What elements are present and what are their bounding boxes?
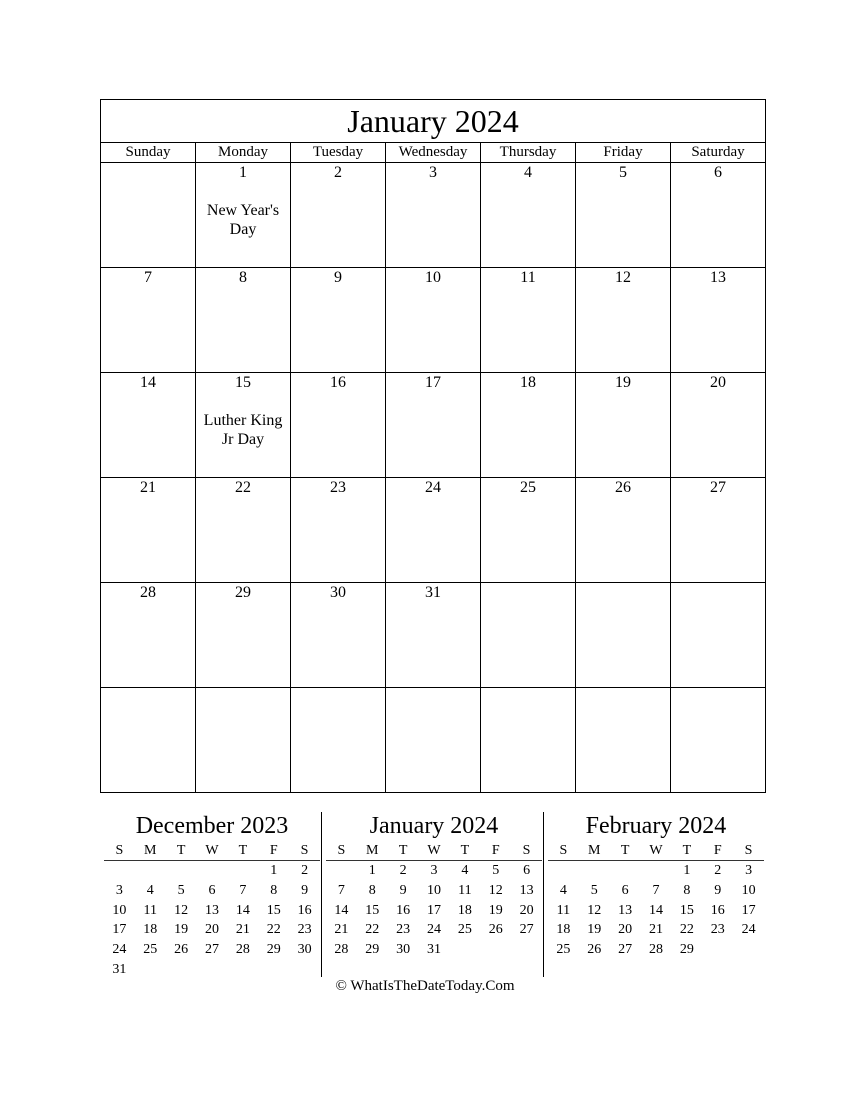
day-number: 21 [140, 479, 156, 496]
mini-weekday-label: F [713, 843, 722, 858]
mini-day: 7 [652, 882, 660, 898]
day-number: 15 [235, 374, 251, 391]
day-cell [196, 373, 291, 478]
day-cell [576, 163, 671, 268]
mini-day: 18 [556, 922, 571, 938]
mini-day [104, 861, 135, 881]
mini-day: 4 [146, 882, 154, 898]
mini-calendar-days [104, 861, 320, 980]
divider [543, 812, 544, 977]
day-number: 19 [615, 374, 631, 391]
mini-day: 12 [587, 902, 602, 918]
day-number: 26 [615, 479, 631, 496]
mini-day: 5 [177, 882, 185, 898]
mini-day: 14 [334, 902, 349, 918]
mini-day: 22 [266, 922, 281, 938]
day-cell [291, 163, 386, 268]
mini-weekday-label: S [744, 843, 753, 858]
mini-calendar-days [326, 861, 542, 960]
mini-day: 3 [745, 863, 753, 878]
day-cell [481, 688, 576, 793]
mini-day: 11 [458, 882, 472, 898]
day-number: 20 [710, 374, 726, 391]
mini-day: 17 [426, 902, 441, 918]
mini-weekday-label: F [269, 843, 278, 858]
mini-day: 12 [174, 902, 189, 918]
mini-day [166, 861, 197, 881]
holiday-label: New Year's Day [206, 202, 280, 238]
calendar-title: January 2024 [101, 100, 766, 143]
mini-day: 7 [337, 882, 345, 898]
day-cell [576, 583, 671, 688]
mini-day: 2 [399, 863, 407, 878]
mini-weekday-label: S [115, 843, 124, 858]
day-cell [481, 268, 576, 373]
mini-weekday-label: T [460, 843, 470, 858]
day-number: 7 [144, 269, 152, 286]
week-row [101, 163, 766, 268]
day-cell [671, 163, 766, 268]
mini-weekday-label: S [300, 843, 309, 858]
mini-day: 23 [710, 922, 725, 938]
mini-calendar-december-2023 [104, 812, 320, 980]
mini-day: 19 [174, 922, 189, 938]
mini-day: 27 [204, 942, 219, 958]
day-cell [196, 268, 291, 373]
week-row [101, 688, 766, 793]
mini-day: 6 [621, 882, 629, 898]
week-row [101, 583, 766, 688]
mini-day: 27 [618, 942, 633, 958]
mini-day: 28 [648, 942, 663, 958]
mini-day [733, 940, 764, 960]
day-number: 11 [520, 269, 536, 286]
mini-day [449, 940, 480, 960]
mini-day: 5 [492, 863, 500, 878]
mini-day [227, 861, 258, 881]
mini-day: 1 [683, 863, 691, 878]
mini-day: 19 [488, 902, 503, 918]
mini-day: 7 [239, 882, 247, 898]
mini-day: 15 [679, 902, 694, 918]
mini-weekday-label: T [620, 843, 630, 858]
day-number: 30 [330, 584, 346, 601]
mini-weekday-label: T [238, 843, 248, 858]
day-number: 6 [714, 164, 722, 181]
mini-day: 29 [266, 942, 281, 958]
mini-weekday-label: W [205, 843, 219, 858]
day-cell [576, 268, 671, 373]
mini-day: 28 [334, 942, 349, 958]
mini-day: 24 [741, 922, 756, 938]
mini-day: 9 [301, 882, 309, 898]
day-cell [196, 163, 291, 268]
day-cell [386, 478, 481, 583]
day-cell [291, 583, 386, 688]
mini-day: 3 [430, 863, 438, 878]
day-number: 31 [425, 584, 441, 601]
month-calendar [100, 99, 766, 793]
day-number: 9 [334, 269, 342, 286]
day-number: 29 [235, 584, 251, 601]
day-cell [101, 478, 196, 583]
mini-day [511, 940, 542, 960]
mini-day [641, 861, 672, 881]
day-number: 10 [425, 269, 441, 286]
mini-day: 28 [235, 942, 250, 958]
mini-day: 17 [741, 902, 756, 918]
day-number: 22 [235, 479, 251, 496]
mini-calendar-title: January 2024 [369, 813, 499, 839]
day-number: 27 [710, 479, 726, 496]
mini-day: 1 [270, 863, 278, 878]
day-cell [291, 478, 386, 583]
mini-day [610, 861, 641, 881]
day-number: 1 [239, 164, 247, 181]
mini-day: 26 [488, 922, 503, 938]
mini-weekday-label: T [398, 843, 408, 858]
weekday-label: Saturday [671, 143, 766, 163]
mini-day: 18 [457, 902, 472, 918]
mini-day: 1 [368, 863, 376, 878]
mini-day [135, 861, 166, 881]
mini-day: 4 [559, 882, 567, 898]
day-number: 23 [330, 479, 346, 496]
mini-day: 25 [457, 922, 472, 938]
day-cell [671, 478, 766, 583]
mini-day: 4 [461, 863, 469, 878]
mini-day: 8 [683, 882, 691, 898]
mini-weekday-label: W [427, 843, 441, 858]
mini-day [548, 861, 579, 881]
day-cell [196, 688, 291, 793]
mini-day: 10 [741, 882, 756, 898]
mini-day: 23 [297, 922, 312, 938]
day-cell [386, 583, 481, 688]
day-cell [101, 268, 196, 373]
mini-day: 23 [396, 922, 411, 938]
day-cell [671, 583, 766, 688]
mini-day: 16 [297, 902, 312, 918]
day-cell [101, 583, 196, 688]
mini-day: 30 [396, 942, 411, 958]
mini-day [326, 861, 357, 881]
mini-day: 5 [590, 882, 598, 898]
day-cell [101, 373, 196, 478]
mini-day: 26 [174, 942, 189, 958]
day-number: 5 [619, 164, 627, 181]
day-number: 3 [429, 164, 437, 181]
mini-day: 29 [679, 942, 694, 958]
day-number: 25 [520, 479, 536, 496]
day-number: 8 [239, 269, 247, 286]
day-number: 13 [710, 269, 726, 286]
mini-day: 8 [368, 882, 376, 898]
day-number: 4 [524, 164, 532, 181]
day-number: 16 [330, 374, 346, 391]
mini-day: 17 [112, 922, 127, 938]
day-cell [291, 373, 386, 478]
mini-day: 20 [618, 922, 633, 938]
mini-day [702, 940, 733, 960]
mini-weekday-label: F [491, 843, 500, 858]
mini-day: 21 [648, 922, 663, 938]
day-number: 28 [140, 584, 156, 601]
day-cell [291, 268, 386, 373]
day-cell [671, 268, 766, 373]
weekday-label: Thursday [481, 143, 576, 163]
mini-day: 26 [587, 942, 602, 958]
mini-day: 18 [143, 922, 158, 938]
mini-day: 27 [519, 922, 534, 938]
day-cell [101, 688, 196, 793]
mini-day: 20 [204, 922, 219, 938]
mini-day: 25 [143, 942, 158, 958]
day-number: 14 [140, 374, 156, 391]
mini-day: 24 [426, 922, 441, 938]
mini-day: 29 [365, 942, 380, 958]
mini-day: 2 [714, 863, 722, 878]
weekday-label: Friday [576, 143, 671, 163]
day-number: 12 [615, 269, 631, 286]
mini-day: 21 [334, 922, 349, 938]
mini-calendar-february-2024 [548, 812, 764, 960]
day-cell [671, 373, 766, 478]
day-number: 18 [520, 374, 536, 391]
mini-day: 6 [523, 863, 531, 878]
day-cell [481, 373, 576, 478]
week-row [101, 268, 766, 373]
weekday-label: Monday [196, 143, 291, 163]
mini-day: 22 [365, 922, 380, 938]
mini-day [197, 861, 228, 881]
mini-weekday-label: W [649, 843, 663, 858]
weekday-label: Tuesday [291, 143, 386, 163]
day-cell [101, 163, 196, 268]
mini-day: 8 [270, 882, 278, 898]
mini-calendar-weekdays [548, 842, 764, 861]
day-cell [386, 163, 481, 268]
week-row [101, 373, 766, 478]
mini-day: 22 [679, 922, 694, 938]
calendar-weeks [101, 163, 766, 793]
day-cell [196, 583, 291, 688]
mini-weekday-label: T [682, 843, 692, 858]
mini-weekday-label: S [337, 843, 346, 858]
mini-day: 10 [426, 882, 441, 898]
mini-day [480, 940, 511, 960]
day-cell [291, 688, 386, 793]
mini-day: 9 [714, 882, 722, 898]
mini-day: 12 [488, 882, 503, 898]
mini-day: 19 [587, 922, 602, 938]
mini-day: 16 [396, 902, 411, 918]
mini-calendar-january-2024 [326, 812, 542, 960]
mini-day: 31 [112, 961, 127, 977]
mini-day: 2 [301, 863, 309, 878]
mini-day: 11 [143, 902, 158, 918]
mini-day: 25 [556, 942, 571, 958]
mini-day: 20 [519, 902, 534, 918]
mini-calendar-weekdays [104, 842, 320, 861]
copyright-footer: © WhatIsTheDateToday.Com [335, 978, 515, 994]
mini-day: 13 [204, 902, 219, 918]
mini-day: 11 [556, 902, 571, 918]
mini-day: 24 [112, 942, 127, 958]
mini-day: 9 [399, 882, 407, 898]
mini-day: 13 [519, 882, 534, 898]
mini-day: 30 [297, 942, 312, 958]
mini-day: 3 [115, 882, 123, 898]
mini-weekday-label: M [588, 843, 601, 858]
day-cell [481, 583, 576, 688]
mini-calendar-weekdays [326, 842, 542, 861]
weekday-label: Wednesday [386, 143, 481, 163]
day-cell [576, 478, 671, 583]
mini-day: 14 [235, 902, 250, 918]
mini-calendar-title: February 2024 [585, 813, 727, 839]
holiday-label: Luther King Jr Day [203, 412, 283, 448]
mini-weekday-label: S [522, 843, 531, 858]
day-cell [576, 688, 671, 793]
mini-weekday-label: T [176, 843, 186, 858]
mini-weekday-label: M [366, 843, 379, 858]
day-cell [386, 688, 481, 793]
weekday-label: Sunday [101, 143, 196, 163]
mini-day: 21 [235, 922, 250, 938]
mini-weekday-label: M [144, 843, 157, 858]
mini-day: 10 [112, 902, 127, 918]
day-cell [196, 478, 291, 583]
mini-weekday-label: S [559, 843, 568, 858]
mini-day: 6 [208, 882, 216, 898]
mini-calendar-days [548, 861, 764, 960]
mini-day: 31 [426, 942, 441, 958]
day-cell [481, 163, 576, 268]
mini-day: 15 [266, 902, 281, 918]
mini-day: 15 [365, 902, 380, 918]
day-cell [671, 688, 766, 793]
day-cell [386, 268, 481, 373]
mini-day: 14 [648, 902, 663, 918]
divider [321, 812, 322, 977]
day-cell [481, 478, 576, 583]
day-number: 24 [425, 479, 441, 496]
day-number: 2 [334, 164, 342, 181]
mini-calendar-title: December 2023 [135, 813, 289, 839]
day-cell [576, 373, 671, 478]
mini-day: 16 [710, 902, 725, 918]
weekday-header-row [101, 143, 766, 163]
week-row [101, 478, 766, 583]
mini-day: 13 [618, 902, 633, 918]
day-number: 17 [425, 374, 441, 391]
day-cell [386, 373, 481, 478]
mini-day [579, 861, 610, 881]
